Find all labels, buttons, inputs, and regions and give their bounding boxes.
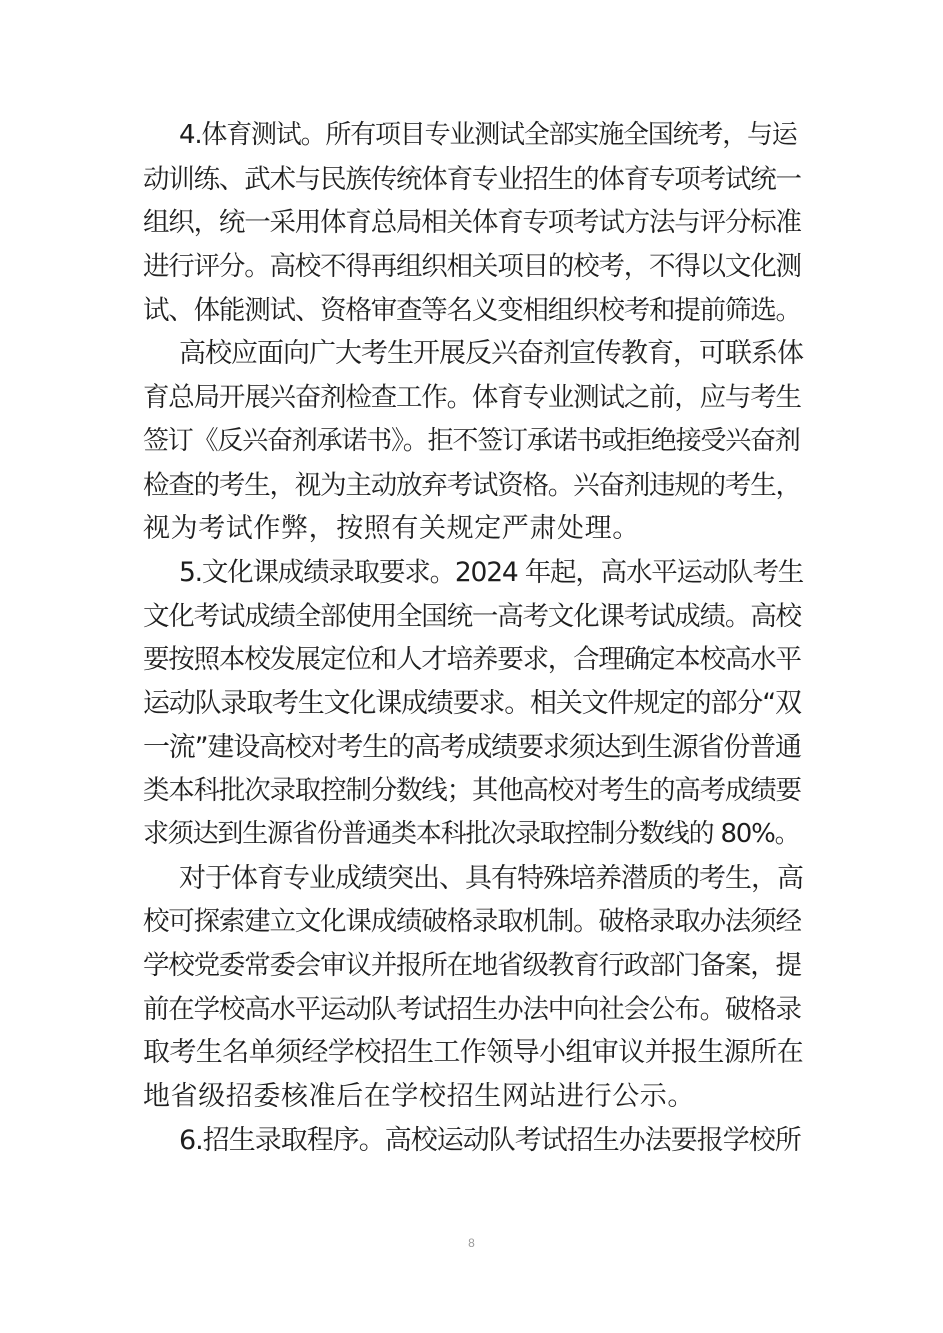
text-line: 取考生名单须经学校招生工作领导小组审议并报生源所在 — [143, 1037, 803, 1069]
text-line: 签订《反兴奋剂承诺书》。拒不签订承诺书或拒绝接受兴奋剂 — [143, 425, 800, 456]
text-line: 文化考试成绩全部使用全国统一高考文化课考试成绩。高校 — [143, 600, 801, 632]
text-line: 育总局开展兴奋剂检查工作。体育专业测试之前，应与考生 — [143, 382, 801, 414]
text-line: 6.招生录取程序。高校运动队考试招生办法要报学校所 — [179, 1124, 801, 1156]
text-line: 动训练、武术与民族传统体育专业招生的体育专项考试统一 — [143, 163, 801, 195]
page-number: 8 — [468, 1236, 475, 1250]
text-line: 求须达到生源省份普通类本科批次录取控制分数线的 80%。 — [143, 819, 800, 849]
text-line: 4.体育测试。所有项目专业测试全部实施全国统考，与运 — [179, 120, 797, 150]
text-line: 高校应面向广大考生开展反兴奋剂宣传教育，可联系体 — [179, 338, 803, 370]
text-line: 5.文化课成绩录取要求。2024 年起，高水平运动队考生 — [179, 556, 804, 588]
text-line: 试、体能测试、资格审查等名义变相组织校考和提前筛选。 — [143, 294, 801, 326]
text-line: 视为考试作弊，按照有关规定严肃处理。 — [143, 513, 640, 545]
text-line: 地省级招委核准后在学校招生网站进行公示。 — [143, 1081, 695, 1113]
text-line: 前在学校高水平运动队考试招生办法中向社会公布。破格录 — [143, 993, 801, 1025]
text-line: 进行评分。高校不得再组织相关项目的校考，不得以文化测 — [143, 251, 801, 283]
document-body — [143, 114, 805, 1163]
text-line: 检查的考生，视为主动放弃考试资格。兴奋剂违规的考生， — [143, 469, 801, 501]
text-line: 校可探索建立文化课成绩破格录取机制。破格录取办法须经 — [143, 906, 801, 938]
text-line: 组织，统一采用体育总局相关体育专项考试方法与评分标准 — [143, 207, 801, 239]
text-line: 要按照本校发展定位和人才培养要求，合理确定本校高水平 — [143, 644, 801, 676]
text-line: 一流”建设高校对考生的高考成绩要求须达到生源省份普通 — [143, 731, 801, 763]
text-line: 对于体育专业成绩突出、具有特殊培养潜质的考生，高 — [179, 862, 803, 894]
text-line: 运动队录取考生文化课成绩要求。相关文件规定的部分“双 — [143, 687, 801, 719]
text-line: 学校党委常委会审议并报所在地省级教育行政部门备案，提 — [143, 950, 801, 982]
text-line: 类本科批次录取控制分数线；其他高校对考生的高考成绩要 — [143, 775, 801, 807]
